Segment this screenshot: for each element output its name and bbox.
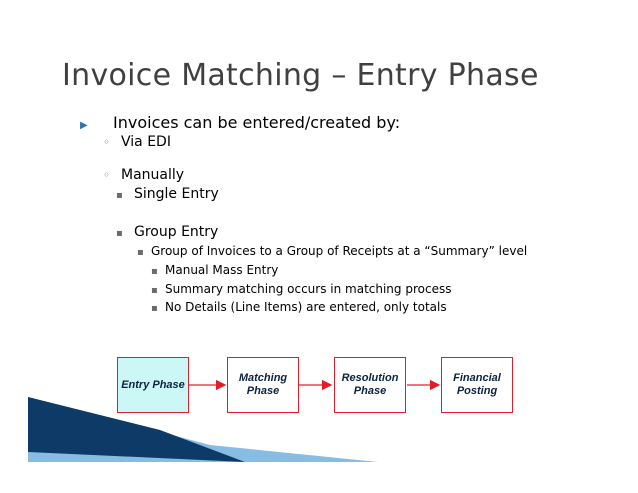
flow-step-entry-phase: Entry Phase [117,357,189,413]
triangle-bullet-icon: ▶ [80,120,88,131]
bullet-text: Group Entry [134,224,219,240]
bullet-text: No Details (Line Items) are entered, only totals [165,300,447,314]
bullet-text: Group of Invoices to a Group of Receipts at a “Summary” level [151,244,528,258]
square-bullet-icon: ▪ [116,228,123,239]
bullet-text: Via EDI [121,134,171,150]
square-bullet-icon: ▪ [116,190,123,201]
square-bullet-icon: ▪ [137,247,144,258]
flow-step-matching-phase: Matching Phase [227,357,299,413]
square-bullet-icon: ▪ [151,303,158,314]
bullet-text: Summary matching occurs in matching process [165,282,452,296]
circle-bullet-icon: ◦ [103,135,111,149]
slide-title: Invoice Matching – Entry Phase [62,58,539,93]
square-bullet-icon: ▪ [151,285,158,296]
bullet-text: Manually [121,167,185,183]
flow-step-resolution-phase: Resolution Phase [334,357,406,413]
bullet-text: Single Entry [134,186,219,202]
flow-step-financial-posting: Financial Posting [441,357,513,413]
bullet-text: Invoices can be entered/created by: [113,113,401,132]
bullet-text: Manual Mass Entry [165,263,279,277]
circle-bullet-icon: ◦ [103,168,111,182]
square-bullet-icon: ▪ [151,266,158,277]
